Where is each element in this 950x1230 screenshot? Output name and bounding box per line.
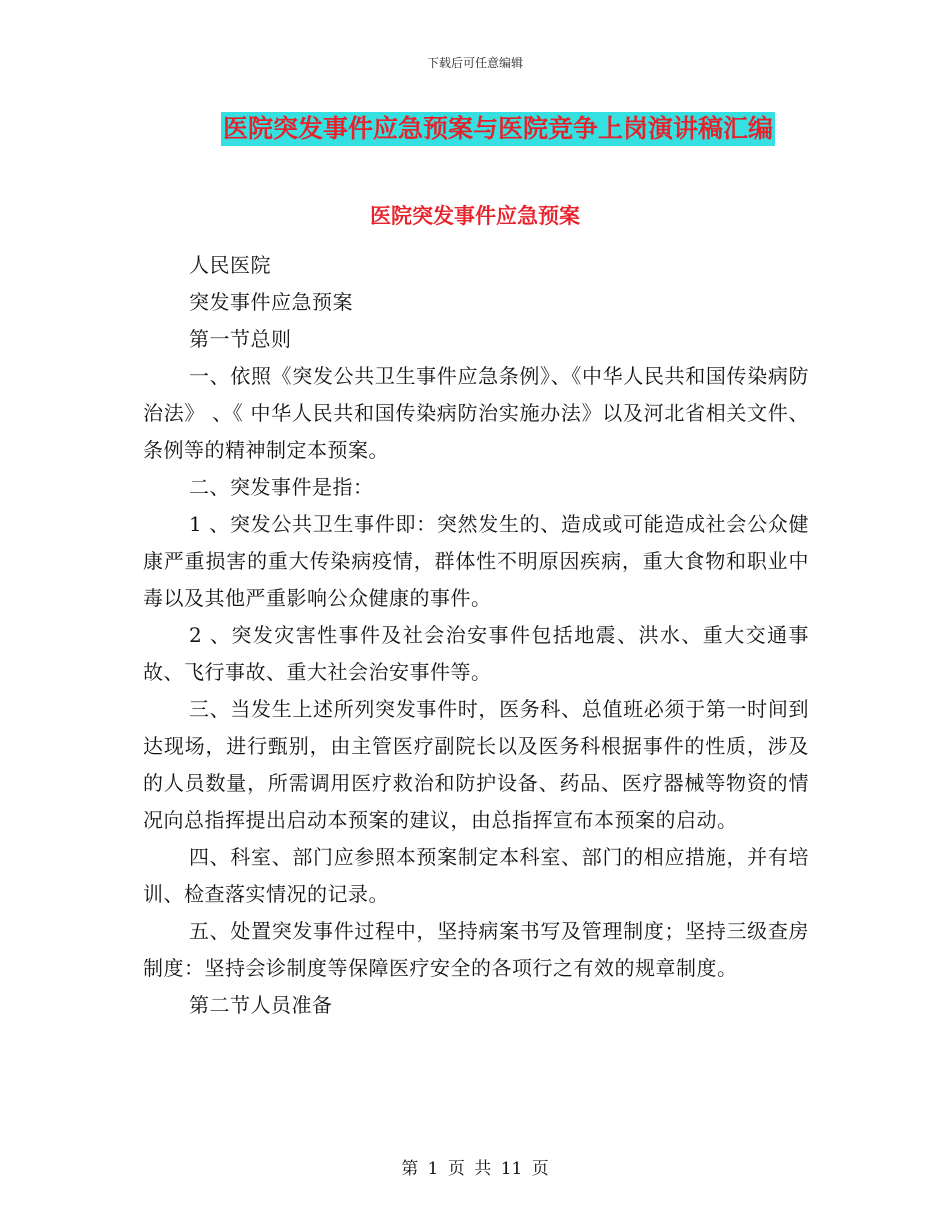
document-body	[143, 247, 809, 1024]
paragraph-item-2-2: 2 、突发灾害性事件及社会治安事件包括地震、洪水、重大交通事故、飞行事故、重大社会治安事件等。	[143, 623, 809, 684]
paragraph-item-4: 四、科室、部门应参照本预案制定本科室、部门的相应措施，并有培训、检查落实情况的记录。	[143, 845, 809, 906]
paragraph-item-5: 五、处置突发事件过程中，坚持病案书写及管理制度；坚持三级查房制度：坚持会诊制度等保障医疗安全的各项行之有效的规章制度。	[143, 919, 809, 980]
paragraph-item-2: 二、突发事件是指：	[189, 475, 374, 499]
paragraph-item-1: 一、依照《突发公共卫生事件应急条例》、《中华人民共和国传染病防治法》 、《 中华人民共和国传染病防治实施办法》以及河北省相关文件、条例等的精神制定本预案。	[143, 364, 809, 462]
paragraph-item-3: 三、当发生上述所列突发事件时，医务科、总值班必须于第一时间到达现场，进行甄别，由主管医疗副院长以及医务科根据事件的性质，涉及的人员数量，所需调用医疗救治和防护设备、药品、医疗器械等物资的情况向总指挥提出启动本预案的建议，由总指挥宣布本预案的启动。	[143, 697, 809, 832]
section-title: 医院突发事件应急预案	[370, 204, 580, 228]
main-title: 医院突发事件应急预案与医院竞争上岗演讲稿汇编	[221, 112, 775, 146]
page-number-footer: 第 1 页 共 11 页	[401, 1159, 549, 1179]
paragraph-item-2-1: 1 、突发公共卫生事件即：突然发生的、造成或可能造成社会公众健康严重损害的重大传染病疫情，群体性不明原因疾病，重大食物和职业中毒以及其他严重影响公众健康的事件。	[143, 512, 809, 610]
heading-section-2: 第二节人员准备	[189, 993, 333, 1017]
paragraph-hospital-name: 人民医院	[189, 253, 271, 277]
paragraph-plan-name: 突发事件应急预案	[189, 290, 353, 314]
main-title-container	[0, 112, 950, 146]
page-header-note: 下载后可任意编辑	[426, 56, 523, 70]
heading-section-1: 第一节总则	[189, 327, 292, 351]
